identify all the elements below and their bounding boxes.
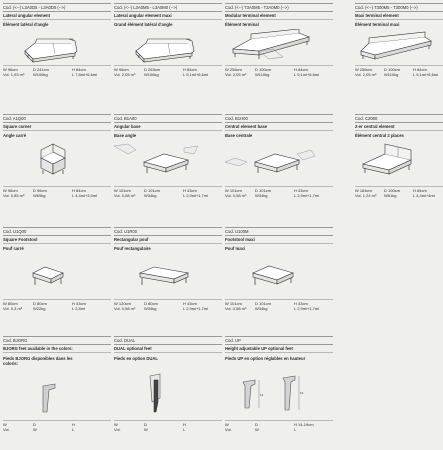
dim-volume: Vol. 0,58 m³: [114, 193, 136, 198]
product-maxi-terminal: [355, 3, 443, 78]
product-title-fr: Base centrale: [225, 133, 253, 138]
dim-width: W: [114, 422, 118, 427]
dim-weight: W106kg: [144, 72, 159, 77]
product-code: Cod. (<--) T3A0M5 - T3A0M0 (-->): [225, 3, 333, 12]
product-lateral-angular: [3, 3, 111, 78]
dim-height: H 84cm: [413, 188, 427, 193]
dim-height: H 43cm: [294, 301, 308, 306]
dim-weight: W34kg: [255, 193, 268, 198]
dim-width: W 256cm: [355, 67, 372, 72]
pouf-maxi-image: [225, 253, 333, 299]
dim-volume: Vol. 0,58 m³: [225, 193, 247, 198]
dim-length: L 9,1ml+6,6ml: [183, 72, 209, 77]
dim-weight: W34kg: [144, 306, 157, 311]
dim-weight: W34kg: [144, 193, 157, 198]
dim-volume: Vol.: [225, 427, 232, 432]
dim-weight: W22kg: [33, 306, 46, 311]
dim-weight: W106kg: [33, 72, 48, 77]
dim-depth: D 100cm: [255, 67, 272, 72]
product-code: Cod. U100M: [225, 227, 333, 236]
product-dual-feet: [114, 336, 222, 433]
pouf-square-image: [3, 253, 111, 299]
product-dimensions: [114, 299, 222, 312]
dim-height: H 84cm: [183, 67, 197, 72]
dim-weight: W110kg: [384, 72, 399, 77]
product-lateral-angular-maxi: [114, 3, 222, 78]
product-code: Cod. (<--) T300M5 - T300M0 (-->): [355, 3, 443, 12]
dim-height: H 84cm: [413, 67, 427, 72]
dim-depth: D 241cm: [33, 67, 50, 72]
dim-width: W 101cm: [225, 301, 242, 306]
product-title-en: Central element base: [225, 124, 333, 131]
product-title-en: Rectangular pouf: [114, 237, 222, 244]
product-title-fr: Élément terminal: [225, 22, 259, 27]
sofa-square-corner-image: [3, 140, 111, 186]
product-code: Cod. DUAL: [114, 336, 222, 345]
product-title-en: 2-er central element: [355, 124, 443, 131]
dim-depth: D 263cm: [144, 67, 161, 72]
dim-height: H 43cm: [72, 301, 86, 306]
product-dimensions: [225, 186, 333, 199]
dim-depth: D: [255, 422, 258, 427]
product-title-fr: Pieds UP en option réglables en hauteur: [225, 356, 306, 361]
dual-foot-image: [114, 368, 222, 420]
dim-width: W 96cm: [3, 188, 18, 193]
product-title-en: Square corner: [3, 124, 111, 131]
dim-length: L 2,8ml: [72, 306, 85, 311]
dim-weight: W: [255, 427, 259, 432]
dim-depth: D 101cm: [144, 188, 161, 193]
product-dimensions: [355, 65, 443, 78]
dim-height: H 43cm: [183, 301, 197, 306]
product-title-en: DUAL optional feet: [114, 346, 222, 353]
dim-weight: W61kg: [384, 193, 397, 198]
product-title-en: Lateral angular element maxi: [114, 13, 222, 20]
product-code: Cod. (<--) L3A0M5 - L3A0M0 (-->): [114, 3, 222, 12]
product-title-fr-2: [225, 361, 333, 366]
product-code: Cod. (<--) L3A0D5 - L3A0D0 (-->): [3, 3, 111, 12]
product-modular-terminal: [225, 3, 333, 78]
dim-volume: Vol. 1,93 m³: [3, 72, 25, 77]
dim-volume: Vol. 2,05 m³: [355, 72, 377, 77]
dim-width: W: [3, 422, 7, 427]
dim-depth: D 101cm: [255, 301, 272, 306]
dim-height: H 43cm: [183, 188, 197, 193]
up-foot-image: [225, 368, 333, 420]
dim-width: W 164cm: [355, 188, 372, 193]
product-title-fr: Élément central 2 places: [355, 133, 404, 138]
dim-height: H 84cm: [294, 67, 308, 72]
dim-width: W: [225, 422, 229, 427]
dim-depth: D: [33, 422, 36, 427]
product-code: Cod. UP: [225, 336, 333, 345]
dim-depth: D 100cm: [384, 67, 401, 72]
product-title-fr: Élément latéral d'angle: [3, 22, 49, 27]
product-title-fr-2: coloris:: [3, 361, 19, 366]
product-title-fr: Élément terminal maxi: [355, 22, 400, 27]
product-title-en: Maxi terminal element: [355, 13, 443, 20]
dim-length: L 2,9ml+1,7ml: [294, 306, 320, 311]
dim-length: L 2,9ml+1,7ml: [183, 306, 209, 311]
dim-height: H 84cm: [72, 67, 86, 72]
dim-width: W 256cm: [225, 67, 242, 72]
dim-length: L 7,8ml+6,6ml: [72, 72, 98, 77]
dim-height: H 84cm: [72, 188, 86, 193]
product-central-base: [225, 114, 333, 199]
dim-depth: D 100cm: [384, 188, 401, 193]
dim-depth: D 96cm: [33, 188, 47, 193]
product-dimensions: [3, 299, 111, 312]
product-title-en: Lateral angular element: [3, 13, 111, 20]
product-square-footstool: [3, 227, 111, 312]
dim-volume: Vol. 2,05 m³: [225, 72, 247, 77]
product-code: Cod. B1H00: [225, 114, 333, 123]
product-code: Cod. A1Q00: [3, 114, 111, 123]
product-dimensions: [225, 299, 333, 312]
dim-length: L 2,9ml+1,7ml: [183, 193, 209, 198]
product-title-fr: Pouf rectangulaire: [114, 246, 151, 251]
product-code: Cod. B1A00: [114, 114, 222, 123]
dim-volume: Vol.: [3, 427, 10, 432]
dim-volume: Vol. 0,3 m³: [3, 306, 23, 311]
sofa-modular-terminal-image: [225, 29, 333, 65]
dim-width: W 101cm: [114, 188, 131, 193]
product-title-en: Footstool maxi: [225, 237, 333, 244]
product-title-en: Angular base: [114, 124, 222, 131]
bjorg-foot-image: [3, 368, 111, 420]
sofa-2-places-image: [355, 140, 443, 186]
product-title-fr: Grand élément latéral d'angle: [114, 22, 173, 27]
dim-depth: D 101cm: [255, 188, 272, 193]
base-central-image: [225, 140, 333, 186]
sofa-maxi-terminal-image: [355, 29, 443, 65]
dim-width: W 96cm: [3, 67, 18, 72]
product-code: Cod. U1R00: [114, 227, 222, 236]
dim-length: L: [72, 427, 75, 432]
dim-length: L 9,1ml+6,6ml: [413, 72, 439, 77]
dim-weight: W: [33, 427, 37, 432]
dim-height: H: [72, 422, 75, 427]
dim-volume: Vol. 0,58 m³: [114, 306, 136, 311]
dim-height: H: [183, 422, 186, 427]
product-title-fr-2: [114, 361, 222, 366]
dim-depth: D 80cm: [33, 301, 47, 306]
product-angular-base: [114, 114, 222, 199]
product-bjorg-feet: [3, 336, 111, 433]
up-foot-dim-a: 14: [260, 393, 264, 397]
dim-width: W 120cm: [114, 301, 131, 306]
product-code: Cod. BJORG: [3, 336, 111, 345]
dim-length: L 4,4ml+4ml: [413, 193, 435, 198]
product-title-en: Modular terminal element: [225, 13, 333, 20]
sofa-lateral-angular-maxi-image: [114, 29, 222, 65]
dim-width: W 101cm: [225, 188, 242, 193]
product-dimensions: [3, 65, 111, 78]
dim-depth: D: [144, 422, 147, 427]
product-title-fr: Pouf carré: [3, 246, 24, 251]
dim-volume: Vol. 0,58 m³: [225, 306, 247, 311]
product-title-fr: Angle carré: [3, 133, 27, 138]
dim-volume: Vol. 1,24 m³: [355, 193, 377, 198]
dim-volume: Vol. 0,85 m³: [3, 193, 25, 198]
product-code: Cod. U1Q00: [3, 227, 111, 236]
dim-height: H 43cm: [294, 188, 308, 193]
product-code: Cod. C2000: [355, 114, 443, 123]
dim-weight: W34kg: [255, 306, 268, 311]
dim-height: H 14-19cm: [294, 422, 314, 427]
product-dimensions: [3, 186, 111, 199]
product-dimensions: [3, 420, 111, 433]
product-title-fr: Pouf maxi: [225, 246, 246, 251]
dim-length: L 4,4ml+3,0ml: [72, 193, 98, 198]
sofa-lateral-angular-image: [3, 29, 111, 65]
pouf-rectangular-image: [114, 253, 222, 299]
product-title-en: Height adjustable UP optional feet: [225, 346, 333, 353]
base-angle-image: [114, 140, 222, 186]
product-title-fr: Pieds en option DUAL: [114, 356, 158, 361]
dim-volume: Vol.: [114, 427, 121, 432]
dim-width: W 96cm: [114, 67, 129, 72]
product-rectangular-pouf: [114, 227, 222, 312]
product-title-en: BJORG feet available in the colors:: [3, 346, 111, 353]
dim-length: L 2,9ml+1,7ml: [294, 193, 320, 198]
dim-weight: W69kg: [33, 193, 46, 198]
dim-weight: W110kg: [255, 72, 270, 77]
dim-length: L 9,1ml+6,6ml: [294, 72, 320, 77]
product-title-en: Square Footstool: [3, 237, 111, 244]
product-title-fr: Pieds BJORG disponibles dans les: [3, 356, 73, 361]
dim-width: W 80cm: [3, 301, 18, 306]
dim-weight: W: [144, 427, 148, 432]
dim-volume: Vol. 2,05 m³: [114, 72, 136, 77]
product-dimensions: [114, 65, 222, 78]
dim-length: L: [294, 427, 297, 432]
product-dimensions: [225, 420, 333, 433]
product-dimensions: [225, 65, 333, 78]
up-foot-dim-b: 19: [300, 391, 304, 395]
product-footstool-maxi: [225, 227, 333, 312]
product-dimensions: [355, 186, 443, 199]
product-2-er-central: [355, 114, 443, 199]
product-square-corner: [3, 114, 111, 199]
dim-length: L: [183, 427, 186, 432]
product-dimensions: [114, 420, 222, 433]
dim-depth: D 80cm: [144, 301, 158, 306]
product-title-fr: Base angle: [114, 133, 137, 138]
product-dimensions: [114, 186, 222, 199]
product-up-feet: [225, 336, 333, 433]
